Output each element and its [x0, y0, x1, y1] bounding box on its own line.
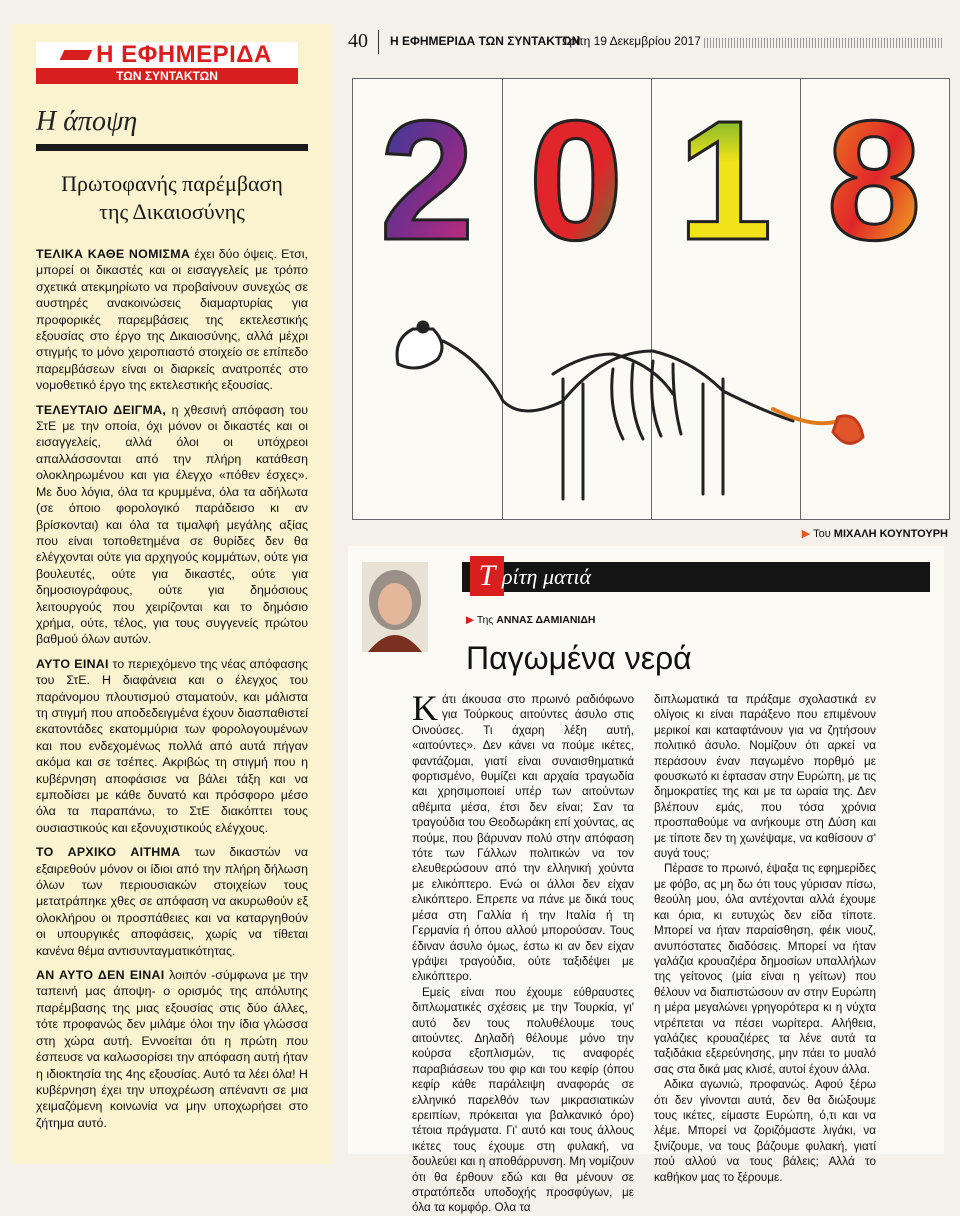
masthead-title-bar — [36, 42, 298, 68]
cartoon-drawing — [353, 79, 949, 519]
opinion-title-line2: της Δικαιοσύνης — [99, 199, 245, 224]
column-byline — [466, 614, 595, 626]
year-digit: 1 — [677, 86, 773, 276]
year-digit: 0 — [528, 86, 624, 276]
year-digit: 8 — [826, 86, 922, 276]
column-text-right — [654, 692, 876, 1185]
credit-arrow-icon: ▶ — [801, 528, 811, 540]
column-paragraph: Πέρασε το πρωινό, έψαξα τις εφημερίδες με φόβο, ας μη δω ότι τους γύρισαν πίσω, θεούλη μου, όλα αντέχονται αλλά έχουμε και όρια, κι ευτυχώς δεν είδα τίποτε. Μπορεί να ήταν παραίσθηση, φέικ νιουζ, ανυπόστατες διαδόσεις. Μπορεί να ήταν γαλάζια κρουαζιέρα δημοσίων υπαλλήλων της γείτονος (μία είναι η γείτων) που θέλουν να διαπιστώσουν αν στην Ευρώπη η μέρα μεγαλώνει γρηγορότερα κι η νύχτα ντρέπεται να πέσει νωρίτερα. Αλήθεια, γαλάζιες κρουαζιέρες τα λένε αυτά τα ταξιδάκια εξερεύνησης, μην πάει το μυαλό σας στα δικά μας κλισέ, αυτοί έχουν άλλα. — [654, 862, 876, 1076]
masthead — [36, 42, 298, 86]
author-portrait-icon — [362, 562, 428, 652]
masthead-logo-icon — [60, 50, 93, 60]
masthead-subtitle: ΤΩΝ ΣΥΝΤΑΚΤΩΝ — [36, 68, 298, 84]
banner-initial: Τ — [470, 556, 504, 596]
paragraph-text: των δικαστών να εξαιρεθούν μόνον οι ίδιοι από την πλήρη δήλωση όλων των περιουσιακών στοιχείων τους μετατράπηκε χθες σε απόφαση να ακυρωθούν εξ ολοκλήρου οι προσπάθειες και να καταργηθούν οι υπουργικές αποφάσεις, χωρίς να τίθεται κανένα θέμα αντισυνταγματικότητας. — [36, 845, 308, 958]
cartoon-credit — [802, 527, 948, 540]
opinion-paragraph — [36, 844, 308, 959]
page-number: 40 — [348, 30, 368, 52]
byline-prefix: Της — [476, 614, 494, 626]
byline-name: ΑΝΝΑΣ ΔΑΜΙΑΝΙΔΗ — [496, 614, 596, 626]
paragraph-lead: ΤΕΛΕΥΤΑΙΟ ΔΕΙΓΜΑ, — [36, 402, 167, 417]
column-paragraph: Αδικα αγωνιώ, προφανώς. Αφού ξέρω ότι δεν γίνονται αυτά, δεν θα διώξουμε τους ικέτες, είμαστε Ευρώπη, ό,τι και να λέμε. Μπορεί να ζοριζόμαστε λιγάκι, να ξινίζουμε, να τους βάζουμε φυλακή, γιατί πού αλλού να τους βάλεις; Αλλά το καθήκον μας το ξέρουμε. — [654, 1078, 876, 1184]
column-paragraph: Εμείς είναι που έχουμε εύθραυστες διπλωματικές σχέσεις με την Τουρκία, γι' αυτό δεν τους πολυθέλουμε τους αιτούντες. Δηλαδή θέλουμε μόνο την κούρσα εξοπλισμών, τις αναφορές παραβιάσεων του φιρ και του κεφίρ (όπου κεφίρ κάθε παράλειψη αναφοράς σε ελληνικό παρελθόν των μικρασιατικών ερειπίων, πρόκειται για βαλκανικό όρο) τέτοια πράγματα. Γι' αυτό και τους άλλους ικέτες τους έχουμε στη φυλακή, να δουλεύει και η αποθάρρυνση. Μη νομίζουν ότι θα έρθουν εδώ και θα μένουν σε στρατόπεδα υποδοχής προσφύγων, με όλα τα κομφόρ. Ολα τα — [412, 985, 634, 1215]
byline-arrow-icon: ▶ — [466, 614, 475, 626]
opinion-paragraph — [36, 402, 308, 648]
drop-cap: Κ — [412, 688, 438, 728]
paragraph-text: άτι άκουσα στο πρωινό ραδιόφωνο για Τούρκους αιτούντες άσυλο στις Οινούσες. Τι άχαρη λέξη αυτή, «αιτούντες». Δεν κάνει να πούμε ικέτες, φαντάζομαι, γιατί είναι συναισθηματικά φορτισμένο, θυμίζει και αρχαία τραγωδία και χρησιμοποιεί υπέρ των αιτούντων αθέμιτα μέσα, έτσι δεν είναι; Σαν τα τραγούδια του Θεοδωράκη επί χούντας, ας πούμε, που βάρυναν πολύ στην απόφαση τότε των Γάλλων πολιτικών να τον ελευθερώσουν από την ελληνική χούντα με ελικόπτερο. Ενώ οι άλλοι δεν είχαν ελικόπτερο. Επρεπε να πάνε με δικά τους μέσα στη Γαλλία ή την Ιταλία ή τη Γερμανία ή όπου αλλού μπορούσαν. Τους έδιναν άσυλο όμως, έστω κι αν δεν είχαν γράψει τραγούδια, ούτε ταξιδέψει με ελικόπτερο. — [412, 693, 634, 984]
opinion-paragraph — [36, 656, 308, 836]
opinion-paragraph — [36, 967, 308, 1131]
paragraph-text: έχει δύο όψεις. Ετσι, μπορεί οι δικαστές και οι εισαγγελείς με τρόπο σχετικά ατεκμηρίωτο να προβαίνουν συνεχώς σε αυστηρές ανακοινώσεις διαμαρτυρίας για προφορικές παρεμβάσεις της εκτελεστικής εξουσίας στο έργο της Δικαιοσύνης, αλλά μέχρι στιγμής το μόνο χειροπιαστό στοιχείο σε επίπεδο παρεμβάσεων είναι οι διαρκείς ανατροπές στο νομοθετικό έργο της εκτελεστικής εξουσίας. — [36, 247, 308, 393]
banner-title: ρίτη ματιά — [502, 564, 592, 589]
section-label: Η άποψη — [36, 106, 138, 137]
page-header — [348, 30, 944, 52]
column-paragraph — [412, 688, 634, 985]
paragraph-lead: ΤΕΛΙΚΑ ΚΑΘΕ ΝΟΜΙΣΜΑ — [36, 247, 191, 261]
section-rule — [36, 144, 308, 151]
header-divider — [378, 30, 379, 54]
camel-skeleton-icon — [397, 322, 863, 499]
year-digit: 2 — [379, 86, 475, 276]
paragraph-lead: ΑΝ ΑΥΤΟ ΔΕΝ ΕΙΝΑΙ — [36, 968, 165, 983]
column-paragraph: διπλωματικά τα πράξαμε σχολαστικά εν ολίγοις κι είναι παράξενο που επιμένουν μερικοί και καταφτάνουν για να ζητήσουν πολιτικό άσυλο. Νομίζουν ότι αρκεί να περάσουν έναν παγωμένο πορθμό με φουσκωτό κι έφτασαν στην Ευρώπη, με τις δημοκρατίες της και με τα ωραία της. Δεν βλέπουν εμάς, που τόσα χρόνια προσπαθούμε να ανήκουμε στη Δύση και με τίποτε δεν τη χωνέψαμε, να καθίσουν σ' αυγά τους; — [654, 693, 876, 861]
header-paper-name: Η ΕΦΗΜΕΡΙΔΑ ΤΩΝ ΣΥΝΤΑΚΤΩΝ — [390, 34, 581, 48]
column-text-left — [412, 688, 634, 1216]
opinion-body — [36, 246, 308, 1139]
paragraph-lead: ΑΥΤΟ ΕΙΝΑΙ — [36, 656, 109, 671]
opinion-paragraph — [36, 246, 308, 394]
paragraph-text: η χθεσινή απόφαση του ΣτΕ με την οποία, όχι μόνον οι δικαστές και οι εισαγγελείς, αλλά όλοι οι υπόχρεοι απαλλάσσονται από την πλήρη κατάθεση ολοκληρωμένου και για έλεγχο «πόθεν έσχες». Με δυο λόγια, όλα τα κρυμμένα, όλα τα αδήλωτα (σε όποιο φορολογικό παράδεισο κι αν βρίσκονται) και όλα τα τιμαλφή μεγάλης αξίας που είναι τοποθετημένα σε θυρίδες δεν θα ελέγχονται ούτε για αρχηγούς κομμάτων, ούτε για βουλευτές, ούτε για δικαστές, ούτε για δημοσιογράφους, ούτε για δημόσιους λειτουργούς που χειρίζονται και το δημόσιο χρήμα, ούτε, τέλος, για τους συγγενείς πρώτου βαθμού όλων αυτών. — [36, 402, 308, 647]
header-date: Τρίτη 19 Δεκεμβρίου 2017 — [562, 34, 701, 48]
column-title: Παγωμένα νερά — [466, 640, 692, 676]
header-hatch — [704, 38, 944, 48]
credit-prefix: Του — [813, 528, 831, 540]
paragraph-lead: ΤΟ ΑΡΧΙΚΟ ΑΙΤΗΜΑ — [36, 845, 181, 860]
opinion-title-line1: Πρωτοφανής παρέμβαση — [61, 171, 283, 196]
masthead-title: Η ΕΦΗΜΕΡΙΔΑ — [96, 41, 272, 68]
paragraph-text: το περιεχόμενο της νέας απόφασης του ΣτΕ. Η διαφάνεια και ο έλεγχος του παράνομου πλουτισμού σταματούν, και μάλιστα τη στιγμή που αποδεδειγμένα έχουν διασπαθιστεί εκατοντάδες εκατομμύρια των φορολογουμένων και που ενδεχομένως πολλά από αυτά πήγαν ακόμα και σε τσέπες. Ακριβώς τη στιγμή που η κυβέρνηση αποφάσισε να βάλει τάξη και να εμποδίσει με κάθε δυνατό και πρόσφορο μέσο όλα τα παραπάνω, το ΣτΕ διακόπτει τους ουσιαστικούς και εξονυχιστικούς ελέγχους. — [36, 656, 308, 835]
cartoon — [352, 78, 950, 520]
opinion-title — [36, 170, 308, 226]
credit-name: ΜΙΧΑΛΗ ΚΟΥΝΤΟΥΡΗ — [833, 528, 948, 540]
author-photo — [362, 562, 428, 652]
paragraph-text: λοιπόν -σύμφωνα με την ταπεινή μας άποψη- ο ορισμός της απόλυτης παρέμβασης της μιας εξουσίας στις δύο άλλες, τότε προφανώς δεν μιλάμε όλοι την ίδια γλώσσα στη χώρα αυτή. Εννοείται ότι η πρώτη που έσπευσε να καλωσορίσει την απόφαση αυτή ήταν η ιδιοκτησία της 4ης εξουσίας. Αυτό τα λέει όλα! Η κυβέρνηση έχει την υποχρέωση απέναντι σε μια χειμαζόμενη κοινωνία να μην υποχωρήσει στο ζήτημα αυτό. — [36, 968, 308, 1130]
column-banner — [462, 559, 930, 592]
